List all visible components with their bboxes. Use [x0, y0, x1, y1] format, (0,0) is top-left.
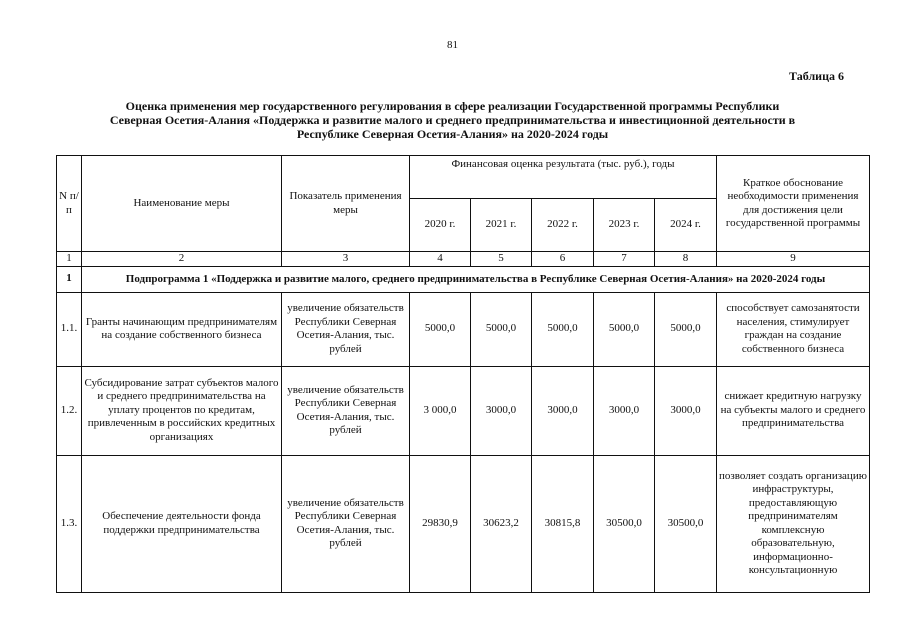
indicator: увеличение обязательств Республики Северная Осетия-Алания, тыс. рублей: [282, 455, 410, 592]
header-justification: Краткое обоснование необходимости применения для достижения цели государственной программы: [717, 156, 870, 252]
value-cell: 29830,9: [410, 455, 471, 592]
header-year: 2021 г.: [471, 199, 532, 252]
column-number: 8: [655, 252, 717, 267]
value-cell: 5000,0: [471, 292, 532, 366]
justification: позволяет создать организацию инфраструктуры, предоставляющую предпринимателям комплексную образовательную, информационно-консультационную: [717, 455, 870, 592]
value-cell: 30623,2: [471, 455, 532, 592]
table-row: [57, 455, 870, 592]
row-number: 1.1.: [57, 292, 82, 366]
header-measure: Наименование меры: [82, 156, 282, 252]
value-cell: 5000,0: [655, 292, 717, 366]
value-cell: 3000,0: [471, 366, 532, 455]
subprogram-title: Подпрограмма 1 «Поддержка и развитие малого, среднего предпринимательства в Республике Северная Осетия-Алания» на 2020-2024 годы: [82, 266, 870, 292]
table-label: Таблица 6: [789, 69, 844, 83]
subprogram-number: 1: [57, 266, 82, 292]
column-number: 1: [57, 252, 82, 267]
indicator: увеличение обязательств Республики Северная Осетия-Алания, тыс. рублей: [282, 366, 410, 455]
table-row: [57, 366, 870, 455]
justification: снижает кредитную нагрузку на субъекты малого и среднего предпринимательства: [717, 366, 870, 455]
column-number: 7: [594, 252, 655, 267]
column-number: 6: [532, 252, 594, 267]
page-number: 81: [447, 39, 458, 51]
value-cell: 5000,0: [410, 292, 471, 366]
value-cell: 3 000,0: [410, 366, 471, 455]
value-cell: 5000,0: [532, 292, 594, 366]
header-year: 2023 г.: [594, 199, 655, 252]
table-row: [57, 292, 870, 366]
header-year: 2020 г.: [410, 199, 471, 252]
row-number: 1.2.: [57, 366, 82, 455]
header-year: 2024 г.: [655, 199, 717, 252]
value-cell: 30500,0: [655, 455, 717, 592]
justification: способствует самозанятости населения, стимулирует граждан на создание собственного бизнеса: [717, 292, 870, 366]
measure-name: Субсидирование затрат субъектов малого и среднего предпринимательства на уплату процентов по кредитам, привлеченным в российских кредитных организациях: [82, 366, 282, 455]
column-number: 2: [82, 252, 282, 267]
value-cell: 30500,0: [594, 455, 655, 592]
header-year: 2022 г.: [532, 199, 594, 252]
column-number: 3: [282, 252, 410, 267]
value-cell: 3000,0: [594, 366, 655, 455]
measure-name: Гранты начинающим предпринимателям на создание собственного бизнеса: [82, 292, 282, 366]
indicator: увеличение обязательств Республики Северная Осетия-Алания, тыс. рублей: [282, 292, 410, 366]
column-number: 4: [410, 252, 471, 267]
title-line-1: Оценка применения мер государственного регулирования в сфере реализации Государственной программы Республики: [125, 99, 780, 113]
value-cell: 5000,0: [594, 292, 655, 366]
header-financial: Финансовая оценка результата (тыс. руб.), годы: [410, 156, 717, 199]
title-line-3: Республике Северная Осетия-Алания» на 2020-2024 годы: [296, 127, 609, 141]
value-cell: 3000,0: [532, 366, 594, 455]
value-cell: 30815,8: [532, 455, 594, 592]
column-number: 5: [471, 252, 532, 267]
measures-table: [56, 155, 870, 593]
measure-name: Обеспечение деятельности фонда поддержки предпринимательства: [82, 455, 282, 592]
header-num: N п/ п: [57, 156, 82, 252]
document-title: [60, 99, 845, 141]
row-number: 1.3.: [57, 455, 82, 592]
header-indicator: Показатель применения меры: [282, 156, 410, 252]
column-number: 9: [717, 252, 870, 267]
title-line-2: Северная Осетия-Алания «Поддержка и развитие малого и среднего предпринимательства и инвестиционной деятельности в: [109, 113, 796, 127]
value-cell: 3000,0: [655, 366, 717, 455]
